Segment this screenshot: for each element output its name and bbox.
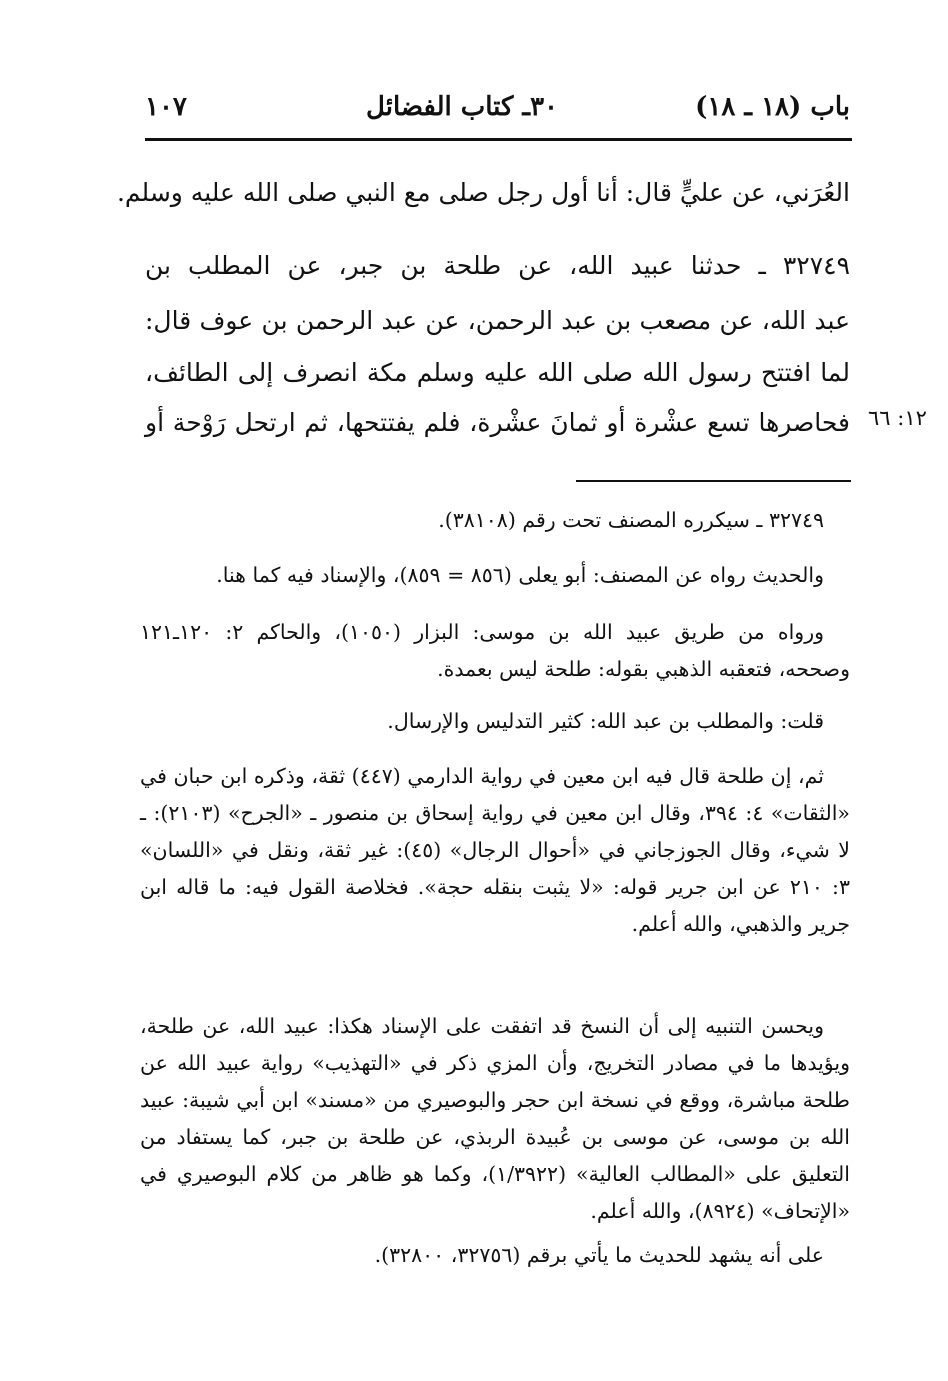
chapter-heading: باب (١٨ ـ ١٨) bbox=[695, 92, 850, 122]
footnote-paragraph bbox=[140, 502, 850, 539]
footnote-paragraph bbox=[140, 703, 850, 740]
footnote-paragraph bbox=[140, 1237, 850, 1274]
main-text-line: العُرَني، عن عليٍّ قال: أنا أول رجل صلى مع النبي صلى الله عليه وسلم. bbox=[116, 178, 850, 207]
page-header bbox=[145, 92, 850, 132]
footnote-text: ويحسن التنبيه إلى أن النسخ قد اتفقت على الإسناد هكذا: عبيد الله، عن طلحة، ويؤيدها ما في مصادر التخريج، وأن المزي ذكر في «التهذيب» رواية عبيد الله عن طلحة مباشرة، ووقع في نسخة ابن حجر والبوصيري من «مسند» ابن أبي شيبة: عبيد الله بن موسى، عن موسى بن عُبيدة الربذي، عن طلحة بن جبر، كما يستفاد من التعليق على «المطالب العالية» (١/٣٩٢٢)، وكما هو ظاهر من كلام البوصيري في «الإتحاف» (٨٩٢٤)، والله أعلم. bbox=[140, 1014, 850, 1223]
footnote-paragraph bbox=[140, 758, 850, 943]
footnote-text: قلت: والمطلب بن عبد الله: كثير التدليس والإرسال. bbox=[387, 709, 824, 733]
main-text-line: عبد الله، عن مصعب بن عبد الرحمن، عن عبد الرحمن بن عوف قال: bbox=[145, 306, 850, 335]
header-rule bbox=[145, 138, 852, 141]
footnote-paragraph bbox=[140, 614, 850, 688]
margin-reference: ١٢: ٦٦ bbox=[868, 406, 927, 430]
hadith-number-line: ٣٢٧٤٩ ـ حدثنا عبيد الله، عن طلحة بن جبر، عن المطلب بن bbox=[145, 251, 850, 280]
page-number: ١٠٧ bbox=[145, 92, 187, 122]
footnote-text: والحديث رواه عن المصنف: أبو يعلى (٨٥٦ = ٨٥٩)، والإسناد فيه كما هنا. bbox=[216, 563, 824, 587]
footnote-separator bbox=[576, 480, 851, 482]
book-title: ٣٠ـ كتاب الفضائل bbox=[366, 92, 558, 122]
footnote-text: ورواه من طريق عبيد الله بن موسى: البزار (١٠٥٠)، والحاكم ٢: ١٢٠ـ١٢١ وصححه، فتعقبه الذهبي بقوله: طلحة ليس بعمدة. bbox=[140, 620, 850, 681]
main-text-line: لما افتتح رسول الله صلى الله عليه وسلم مكة انصرف إلى الطائف، bbox=[145, 358, 850, 387]
main-text-line: فحاصرها تسع عشْرة أو ثمانَ عشْرة، فلم يفتتحها، ثم ارتحل رَوْحة أو bbox=[145, 408, 850, 437]
footnote-text: ٣٢٧٤٩ ـ سيكرره المصنف تحت رقم (٣٨١٠٨). bbox=[438, 508, 824, 532]
footnote-paragraph bbox=[140, 1008, 850, 1230]
footnote-text: على أنه يشهد للحديث ما يأتي برقم (٣٢٧٥٦، ٣٢٨٠٠). bbox=[374, 1243, 824, 1267]
footnote-paragraph bbox=[140, 557, 850, 594]
footnote-text: ثم، إن طلحة قال فيه ابن معين في رواية الدارمي (٤٤٧) ثقة، وذكره ابن حبان في «الثقات» ٤: ٣٩٤، وقال ابن معين في رواية إسحاق بن منصور ـ «الجرح» (٢١٠٣): ـ لا شيء، وقال الجوزجاني في «أحوال الرجال» (٤٥): غير ثقة، ونقل في «اللسان» ٣: ٢١٠ عن ابن جرير قوله: «لا يثبت بنقله حجة». فخلاصة القول فيه: ما قاله ابن جرير والذهبي، والله أعلم. bbox=[140, 764, 850, 936]
